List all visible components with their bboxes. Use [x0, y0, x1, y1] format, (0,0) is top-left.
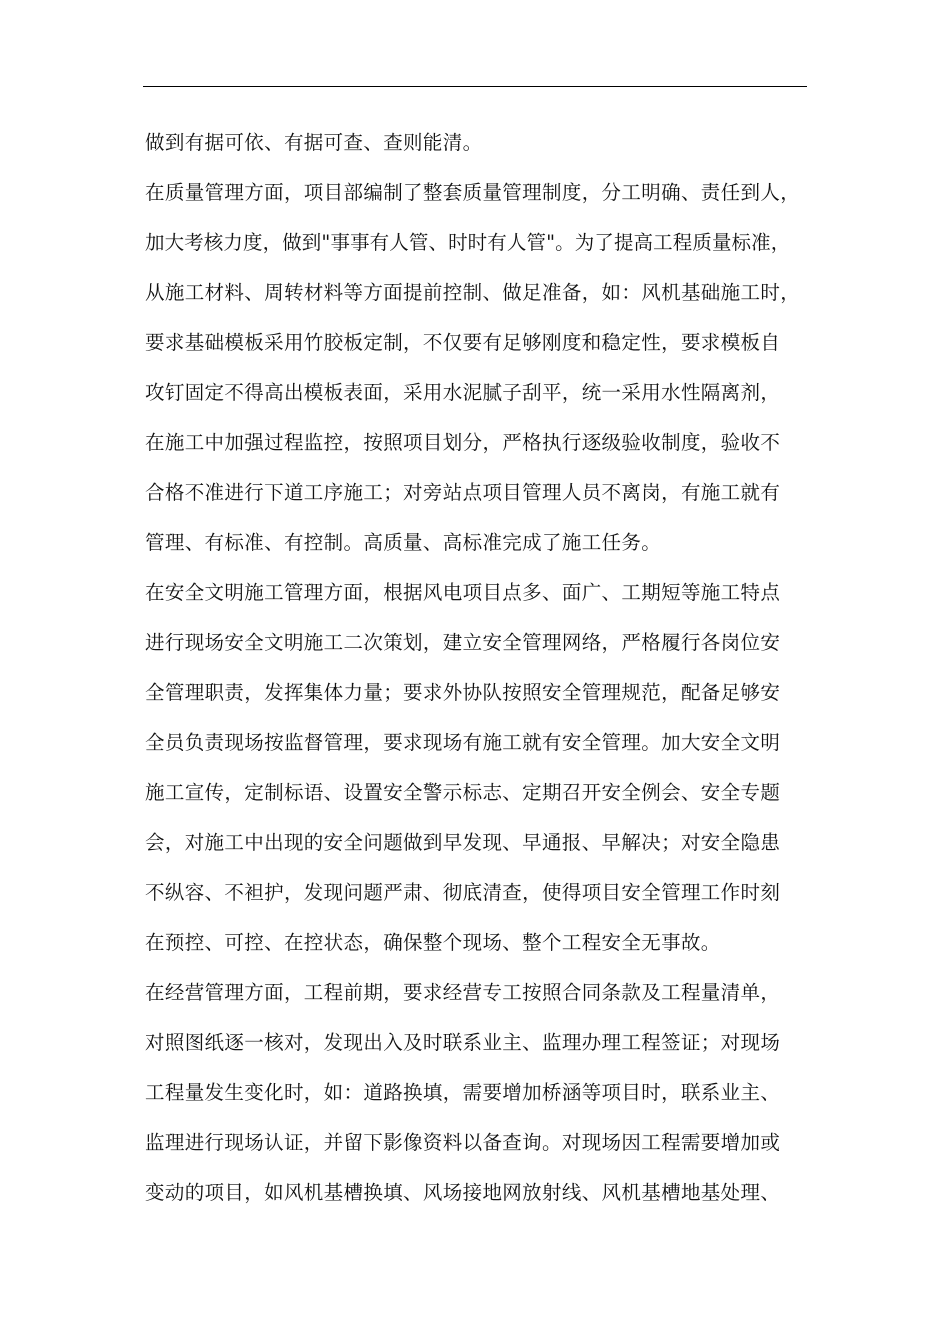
text-line: 变动的项目，如风机基槽换填、风场接地网放射线、风机基槽地基处理、 [145, 1181, 781, 1204]
header-rule [143, 86, 807, 87]
text-line: 对照图纸逐一核对，发现出入及时联系业主、监理办理工程签证；对现场 [145, 1031, 781, 1054]
text-line: 攻钉固定不得高出模板表面，采用水泥腻子刮平，统一采用水性隔离剂， [145, 381, 781, 404]
paragraph-quality-management [145, 168, 809, 568]
text-line: 加大考核力度，做到"事事有人管、时时有人管"。为了提高工程质量标准， [145, 231, 791, 254]
text-line: 进行现场安全文明施工二次策划，建立安全管理网络，严格履行各岗位安 [145, 631, 781, 654]
text-line: 在施工中加强过程监控，按照项目划分，严格执行逐级验收制度，验收不 [145, 431, 781, 454]
text-line: 做到有据可依、有据可查、查则能清。 [145, 131, 483, 154]
text-line: 在安全文明施工管理方面，根据风电项目点多、面广、工期短等施工特点 [145, 581, 781, 604]
text-line: 在经营管理方面，工程前期，要求经营专工按照合同条款及工程量清单， [145, 981, 781, 1004]
text-line: 会，对施工中出现的安全问题做到早发现、早通报、早解决；对安全隐患 [145, 831, 781, 854]
text-line: 全员负责现场按监督管理，要求现场有施工就有安全管理。加大安全文明 [145, 731, 781, 754]
text-line: 在质量管理方面，项目部编制了整套质量管理制度，分工明确、责任到人， [145, 181, 801, 204]
text-line: 从施工材料、周转材料等方面提前控制、做足准备，如：风机基础施工时， [145, 281, 801, 304]
text-line: 管理、有标准、有控制。高质量、高标准完成了施工任务。 [145, 531, 662, 554]
text-line: 监理进行现场认证，并留下影像资料以备查询。对现场因工程需要增加或 [145, 1131, 781, 1154]
text-line: 全管理职责，发挥集体力量；要求外协队按照安全管理规范，配备足够安 [145, 681, 781, 704]
text-line: 合格不准进行下道工序施工；对旁站点项目管理人员不离岗，有施工就有 [145, 481, 781, 504]
text-line: 施工宣传，定制标语、设置安全警示标志、定期召开安全例会、安全专题 [145, 781, 781, 804]
text-line: 工程量发生变化时，如：道路换填，需要增加桥涵等项目时，联系业主、 [145, 1081, 781, 1104]
paragraph-intro-continuation [145, 118, 809, 168]
paragraph-business-management [145, 968, 809, 1218]
text-line: 要求基础模板采用竹胶板定制，不仅要有足够刚度和稳定性，要求模板自 [145, 331, 781, 354]
body-text [145, 118, 809, 1218]
text-line: 在预控、可控、在控状态，确保整个现场、整个工程安全无事故。 [145, 931, 721, 954]
paragraph-safety-management [145, 568, 809, 968]
text-line: 不纵容、不袒护，发现问题严肃、彻底清查，使得项目安全管理工作时刻 [145, 881, 781, 904]
